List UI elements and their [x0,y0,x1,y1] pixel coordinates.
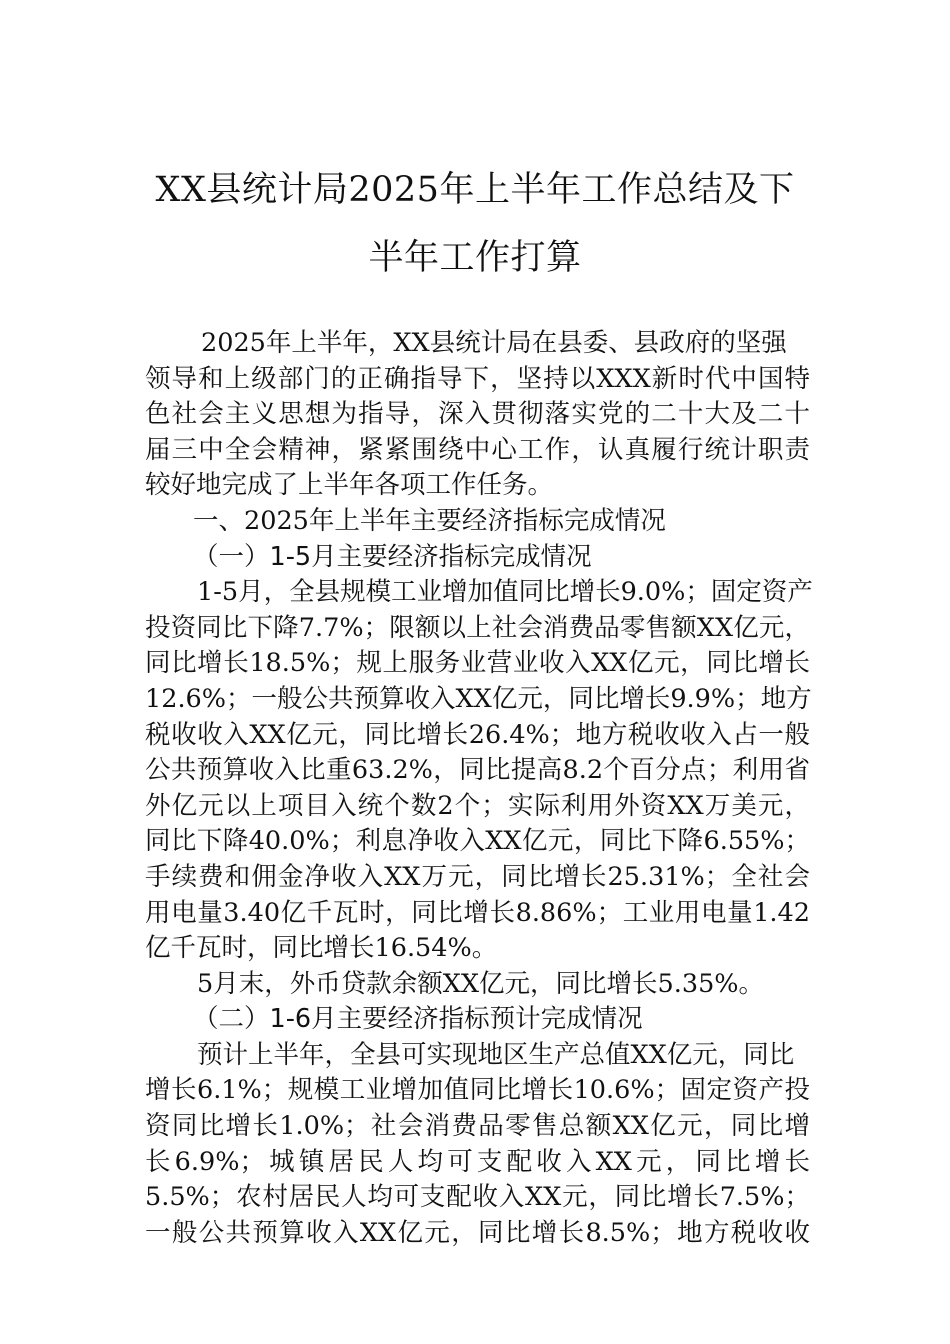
document-body [145,326,813,1251]
paragraph-line: 资同比增长1.0%；社会消费品零售总额XX亿元，同比增 [145,1111,810,1142]
section-heading: 一、2025年上半年主要经济指标完成情况 [193,505,666,536]
paragraph-line: 投资同比下降7.7%；限额以上社会消费品零售额XX亿元， [145,612,810,643]
paragraph-line: 增长6.1%；规模工业增加值同比增长10.6%；固定资产投 [145,1075,810,1106]
paragraph-line: 用电量3.40亿千瓦时，同比增长8.86%；工业用电量1.42 [145,897,810,928]
document-title-line-2: 半年工作打算 [368,238,582,278]
paragraph-line: 1-5月，全县规模工业增加值同比增长9.0%；固定资产 [197,577,813,608]
intro-line: 2025年上半年，XX县统计局在县委、县政府的坚强 [201,328,787,358]
paragraph-line: 5.5%；农村居民人均可支配收入XX元，同比增长7.5%； [145,1182,810,1213]
intro-line: 领导和上级部门的正确指导下，坚持以XXX新时代中国特 [145,363,810,394]
document-title-line-1: XX县统计局2025年上半年工作总结及下 [155,170,795,210]
paragraph-line: 12.6%；一般公共预算收入XX亿元，同比增长9.9%；地方 [145,683,812,714]
paragraph-line: 税收收入XX亿元，同比增长26.4%；地方税收收入占一般 [145,719,810,750]
paragraph-line: 一般公共预算收入XX亿元，同比增长8.5%；地方税收收 [145,1217,810,1248]
paragraph-line: 同比增长18.5%；规上服务业营业收入XX亿元，同比增长 [145,648,810,679]
subsection-heading: （一）1-5月主要经济指标完成情况 [193,541,592,572]
paragraph-line: 公共预算收入比重63.2%，同比提高8.2个百分点；利用省 [145,755,810,786]
paragraph-line: 手续费和佣金净收入XX万元，同比增长25.31%；全社会 [145,861,810,892]
subsection-heading: （二）1-6月主要经济指标预计完成情况 [193,1004,643,1035]
paragraph-line: 亿千瓦时，同比增长16.54%。 [145,933,498,964]
intro-line: 较好地完成了上半年各项工作任务。 [145,470,554,501]
intro-line: 色社会主义思想为指导，深入贯彻落实党的二十大及二十 [145,399,810,430]
paragraph-line: 长6.9%；城镇居民人均可支配收入XX元，同比增长 [145,1146,810,1177]
paragraph-line: 5月末，外币贷款余额XX亿元，同比增长5.35%。 [197,968,765,999]
intro-line: 届三中全会精神，紧紧围绕中心工作，认真履行统计职责 [145,434,810,465]
paragraph-line: 外亿元以上项目入统个数2个；实际利用外资XX万美元， [145,790,810,821]
paragraph-line: 预计上半年，全县可实现地区生产总值XX亿元，同比 [197,1039,795,1070]
paragraph-line: 同比下降40.0%；利息净收入XX亿元，同比下降6.55%； [145,826,810,857]
